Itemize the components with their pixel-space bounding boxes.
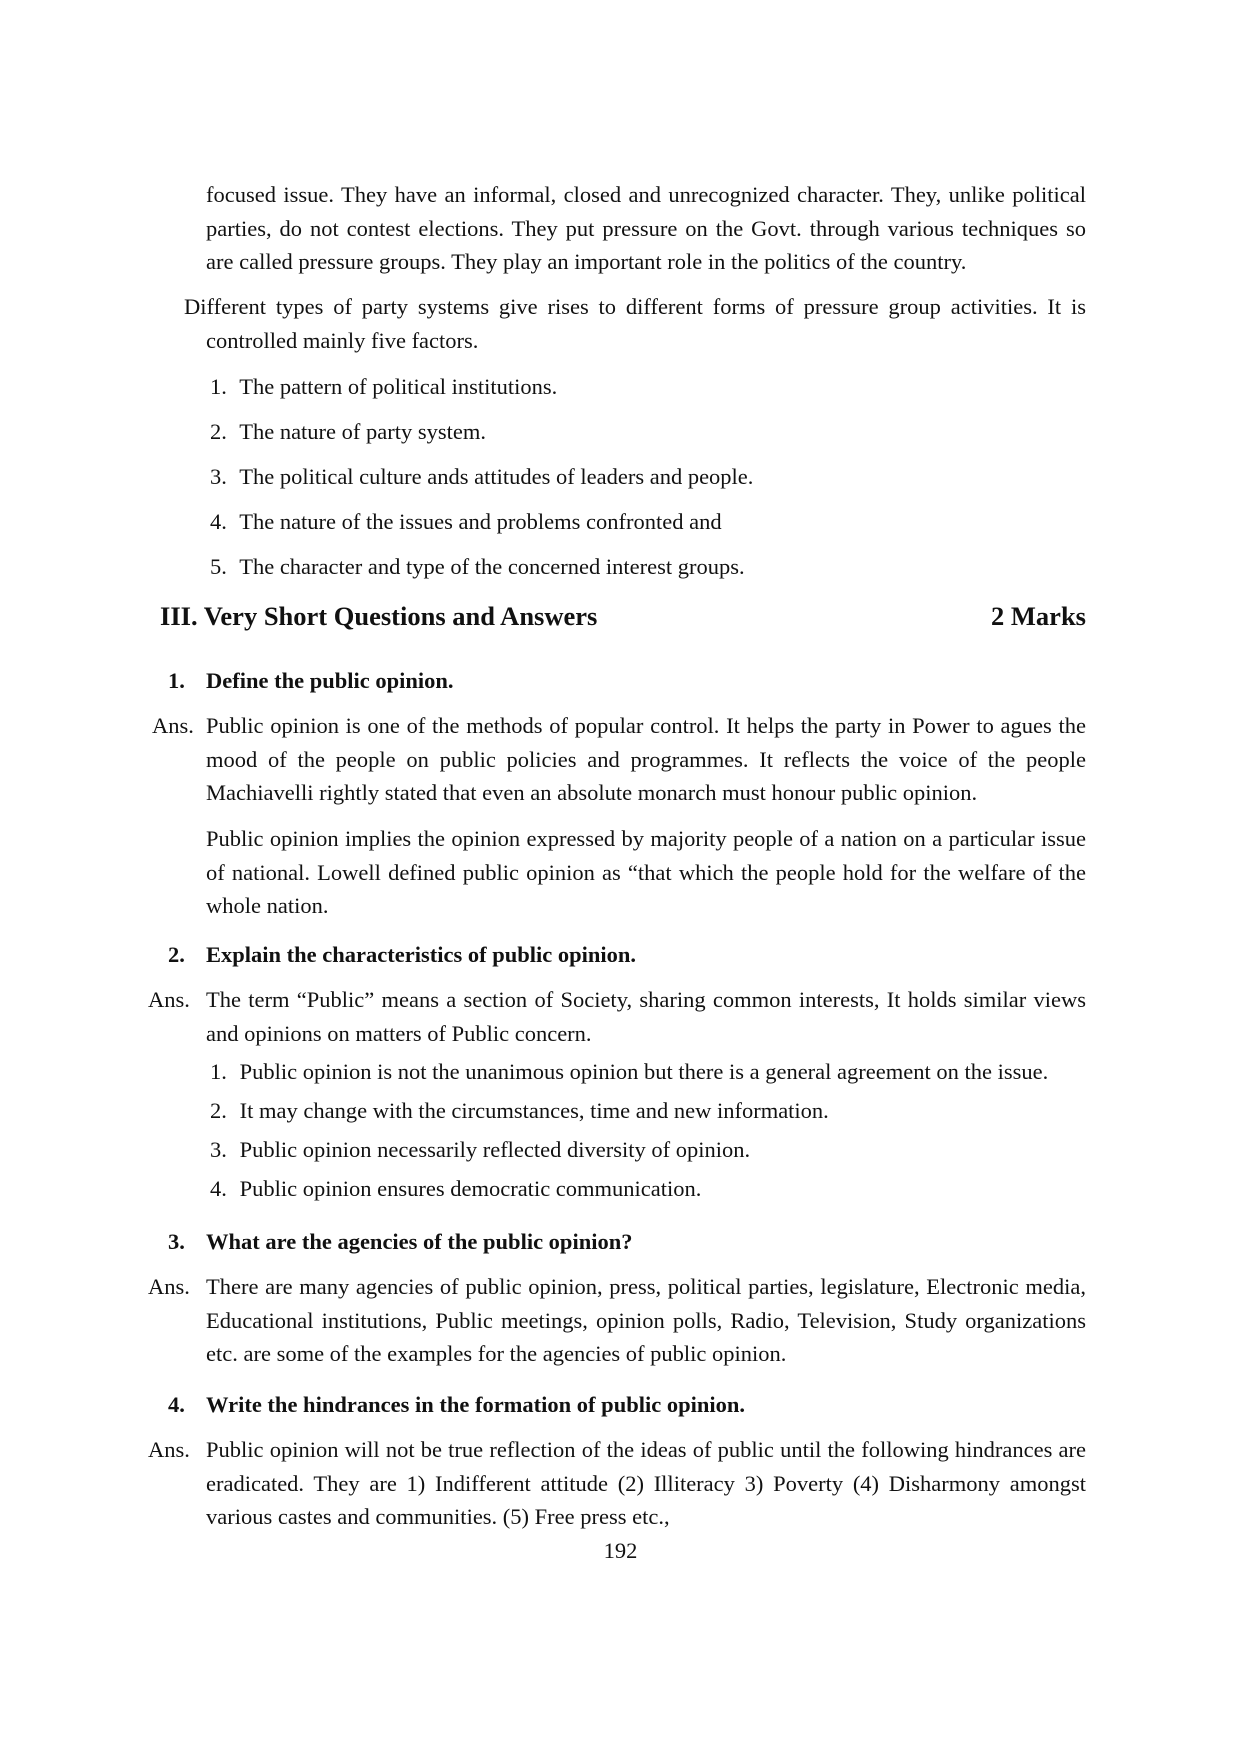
section-title: III. Very Short Questions and Answers <box>160 601 598 631</box>
answer-text-continued: Public opinion implies the opinion expressed by majority people of a nation on a particular issue of national. Lowell defined public opinion as “that which the people hold for the welfare of the whole nation. <box>206 826 1086 918</box>
intro-paragraph: focused issue. They have an informal, closed and unrecognized character. They, unlike political parties, do not contest elections. They put pressure on the Govt. through various techniques so are called pressure groups. They play an important role in the politics of the country. <box>206 182 1086 274</box>
list-item: 1. The pattern of political institutions. <box>210 374 558 399</box>
list-item: 4. The nature of the issues and problems confronted and <box>210 509 722 534</box>
question-heading: 1. Define the public opinion. <box>168 668 454 693</box>
list-item: 2. The nature of party system. <box>210 419 487 444</box>
list-item: 3. Public opinion necessarily reflected diversity of opinion. <box>210 1137 751 1162</box>
list-item: 1. Public opinion is not the unanimous opinion but there is a general agreement on the issue. <box>210 1059 1049 1084</box>
list-item: 4. Public opinion ensures democratic communication. <box>210 1176 702 1201</box>
answer-text: Public opinion is one of the methods of popular control. It helps the party in Power to agues the mood of the people on public policies and programmes. It reflects the voice of the people Machiavelli rightly stated that even an absolute monarch must honour public opinion. <box>206 713 1086 805</box>
question-heading: 2. Explain the characteristics of public opinion. <box>168 942 637 967</box>
factors-paragraph: Different types of party systems give rises to different forms of pressure group activities. It is controlled mainly five factors. <box>184 294 1086 353</box>
section-heading <box>160 599 1086 633</box>
list-item: 5. The character and type of the concerned interest groups. <box>210 554 745 579</box>
answer-text: There are many agencies of public opinion, press, political parties, legislature, Electronic media, Educational institutions, Public meetings, opinion polls, Radio, Television, Study organizations etc. are some of the examples for the agencies of public opinion. <box>206 1274 1086 1366</box>
question-heading: 3. What are the agencies of the public opinion? <box>168 1229 633 1254</box>
list-item: 3. The political culture ands attitudes of leaders and people. <box>210 464 754 489</box>
answer-text: Public opinion will not be true reflection of the ideas of public until the following hindrances are eradicated. They are 1) Indifferent attitude (2) Illiteracy 3) Poverty (4) Disharmony amongst various castes and communities. (5) Free press etc., <box>206 1437 1086 1529</box>
answer-label: Ans. <box>148 1274 190 1299</box>
answer-label: Ans. <box>148 1437 190 1462</box>
answer-label: Ans. <box>148 987 190 1012</box>
section-marks: 2 Marks <box>991 601 1086 631</box>
answer-text: The term “Public” means a section of Society, sharing common interests, It holds similar views and opinions on matters of Public concern. <box>206 987 1086 1046</box>
question-heading: 4. Write the hindrances in the formation of public opinion. <box>168 1392 746 1417</box>
answer-label: Ans. <box>152 713 194 738</box>
page-number: 192 <box>603 1538 638 1563</box>
list-item: 2. It may change with the circumstances, time and new information. <box>210 1098 829 1123</box>
